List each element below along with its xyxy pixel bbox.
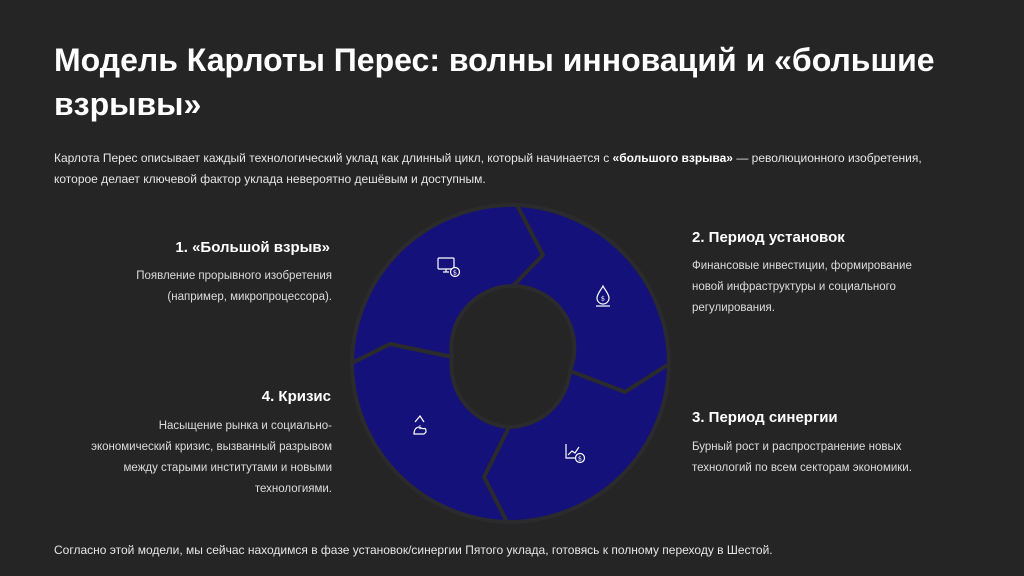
stage-3-desc-line: Бурный рост и распространение новых xyxy=(692,441,902,453)
stage-2-description xyxy=(692,256,992,319)
intro-text-bold: «большого взрыва» xyxy=(612,151,733,165)
stage-3-description xyxy=(692,437,992,479)
stage-4-description xyxy=(54,416,332,500)
cycle-diagram xyxy=(350,200,672,524)
stage-4-desc-line: экономический кризис, вызванный разрывом xyxy=(91,441,332,453)
cycle-segment-crisis xyxy=(352,344,509,522)
svg-text:$: $ xyxy=(600,294,606,303)
intro-text-start: Карлота Перес описывает каждый технологический уклад как длинный цикл, который начинается с xyxy=(54,151,613,165)
footer-note: Согласно этой модели, мы сейчас находимся в фазе установок/синергии Пятого уклада, готовясь к полному переходу в Шестой. xyxy=(54,543,773,557)
stage-2-desc-line: Финансовые инвестиции, формирование xyxy=(692,260,912,272)
stage-1-desc-line: Появление прорывного изобретения xyxy=(136,270,332,282)
stage-2-desc-line: регулирования. xyxy=(692,302,775,314)
intro-text-end: — революционного изобретения, которое делает ключевой фактор уклада невероятно дешёвым и доступным. xyxy=(54,151,922,186)
stage-2-title: 2. Период установок xyxy=(692,229,845,246)
stage-4-desc-line: между старыми институтами и новыми xyxy=(123,462,332,474)
stage-1-title: 1. «Большой взрыв» xyxy=(175,239,330,256)
stage-1-description xyxy=(54,266,332,308)
stage-1-desc-line: (например, микропроцессора). xyxy=(167,291,332,303)
stage-4-desc-line: технологиями. xyxy=(254,483,332,495)
page-title: Модель Карлоты Перес: волны инноваций и «большие взрывы» xyxy=(54,42,935,122)
svg-text:$: $ xyxy=(418,425,422,431)
cycle-segment-synergy xyxy=(484,364,669,522)
stage-4-title: 4. Кризис xyxy=(261,388,331,405)
svg-text:$: $ xyxy=(452,268,458,277)
cycle-segment-installation xyxy=(513,205,669,392)
intro-paragraph xyxy=(54,148,954,190)
stage-3-title: 3. Период синергии xyxy=(692,409,838,426)
stage-2-desc-line: новой инфраструктуры и социального xyxy=(692,281,896,293)
stage-3-desc-line: технологий по всем секторам экономики. xyxy=(692,462,912,474)
svg-text:$: $ xyxy=(577,454,583,463)
stage-4-desc-line: Насыщение рынка и социально- xyxy=(158,420,332,432)
